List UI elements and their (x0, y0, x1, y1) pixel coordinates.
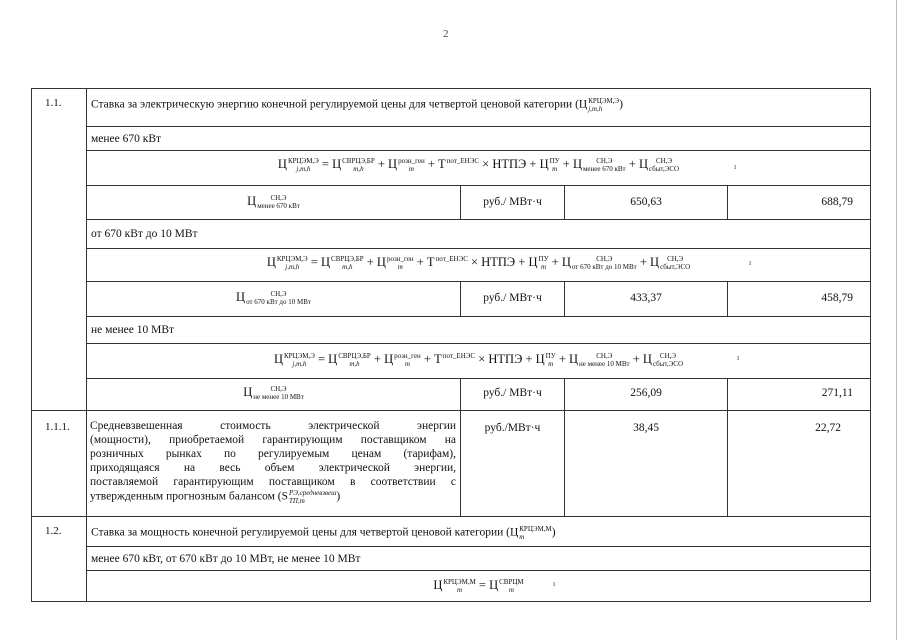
row-divider (86, 185, 871, 186)
band-formula: Ц КРЦЭМ,Э j,m,h = Ц СВРЦЭ,БР m,h + Ц розн_ген m + Т пот_ЕНЭС × НТПЭ + Ц ПУ m + Ц СН,Э менее 670 кВт + Ц СН,Э сбыт,ЭСО (277, 157, 680, 174)
table-border-left (31, 88, 32, 602)
cost-symbol: Ц СН,Э менее 670 кВт (247, 194, 300, 211)
tick-mark: ı (749, 258, 752, 267)
page-edge-line (896, 0, 897, 640)
value-cell: 271,11 (821, 387, 853, 399)
row-divider (86, 219, 871, 220)
tick-mark: ı (737, 353, 740, 362)
unit-label: руб./ МВт·ч (483, 387, 542, 399)
value-cell: 688,79 (821, 196, 853, 208)
band-label: от 670 кВт до 10 МВт (91, 228, 198, 240)
row-divider (31, 516, 871, 517)
page-number: 2 (443, 28, 449, 40)
section-title: Ставка за мощность конечной регулируемой цены для четвертой ценовой категории (Ц КРЦЭМ,М m ) (91, 525, 556, 541)
row-divider (86, 316, 871, 317)
tick-mark: ı (553, 579, 556, 588)
value-cell: 433,37 (630, 292, 662, 304)
band-label: менее 670 кВт, от 670 кВт до 10 МВт, не менее 10 МВт (91, 553, 361, 565)
unit-label: руб./МВт·ч (484, 422, 541, 434)
cost-symbol: Ц СН,Э от 670 кВт до 10 МВт (236, 290, 311, 307)
row-divider (86, 281, 871, 282)
row-divider (31, 410, 871, 411)
band-formula: Ц КРЦЭМ,М m = Ц СВРЦМ m (433, 578, 524, 595)
item-number: 1.1.1. (45, 421, 70, 433)
band-label: менее 670 кВт (91, 133, 162, 145)
band-formula: Ц КРЦЭМ,Э j,m,h = Ц СВРЦЭ,БР m,h + Ц розн_ген m + Т пот_ЕНЭС × НТПЭ + Ц ПУ m + Ц СН,Э не менее 10 МВт + Ц СН,Э сбыт,ЭСО (273, 352, 684, 369)
band-formula: Ц КРЦЭМ,Э j,m,h = Ц СВРЦЭ,БР m,h + Ц розн_ген m + Т пот_ЕНЭС × НТПЭ + Ц ПУ m + Ц СН,Э от 670 кВт до 10 МВт + Ц СН,Э сбыт,ЭСО (266, 255, 691, 272)
table-border-right (870, 88, 871, 602)
tariff-table (31, 88, 871, 608)
section-number: 1.2. (45, 525, 62, 537)
value-cell: 650,63 (630, 196, 662, 208)
row-divider (86, 126, 871, 127)
value-cell: 38,45 (633, 422, 659, 434)
unit-label: руб./ МВт·ч (483, 292, 542, 304)
row-divider (86, 248, 871, 249)
tick-mark: ı (734, 162, 737, 171)
value-cell: 256,09 (630, 387, 662, 399)
section-number: 1.1. (45, 97, 62, 109)
row-divider (86, 378, 871, 379)
table-border-bottom (31, 601, 871, 602)
item-description: Средневзвешенная стоимость электрической энергии (мощности), приобретаемой гарантирующим поставщиком на розничных рынках по регулируемым ценам (тарифам), приходящаяся на весь объем электрической энергии, поставляемой гарантирующим поставщиком в соответствии с утвержденным прогнозным балансом (S РЭ,средневзвеш ТП,m ) (90, 420, 456, 505)
band-label: не менее 10 МВт (91, 324, 175, 336)
unit-label: руб./ МВт·ч (483, 196, 542, 208)
value-cell: 458,79 (821, 292, 853, 304)
row-divider (86, 150, 871, 151)
row-divider (86, 546, 871, 547)
cost-symbol: Ц СН,Э не менее 10 МВт (243, 385, 304, 402)
row-divider (86, 570, 871, 571)
row-divider (86, 343, 871, 344)
section-title: Ставка за электрическую энергию конечной регулируемой цены для четвертой ценовой категории (Ц КРЦЭМ,Э j,m,h ) (91, 97, 623, 113)
table-border-top (31, 88, 871, 89)
value-cell: 22,72 (815, 422, 841, 434)
